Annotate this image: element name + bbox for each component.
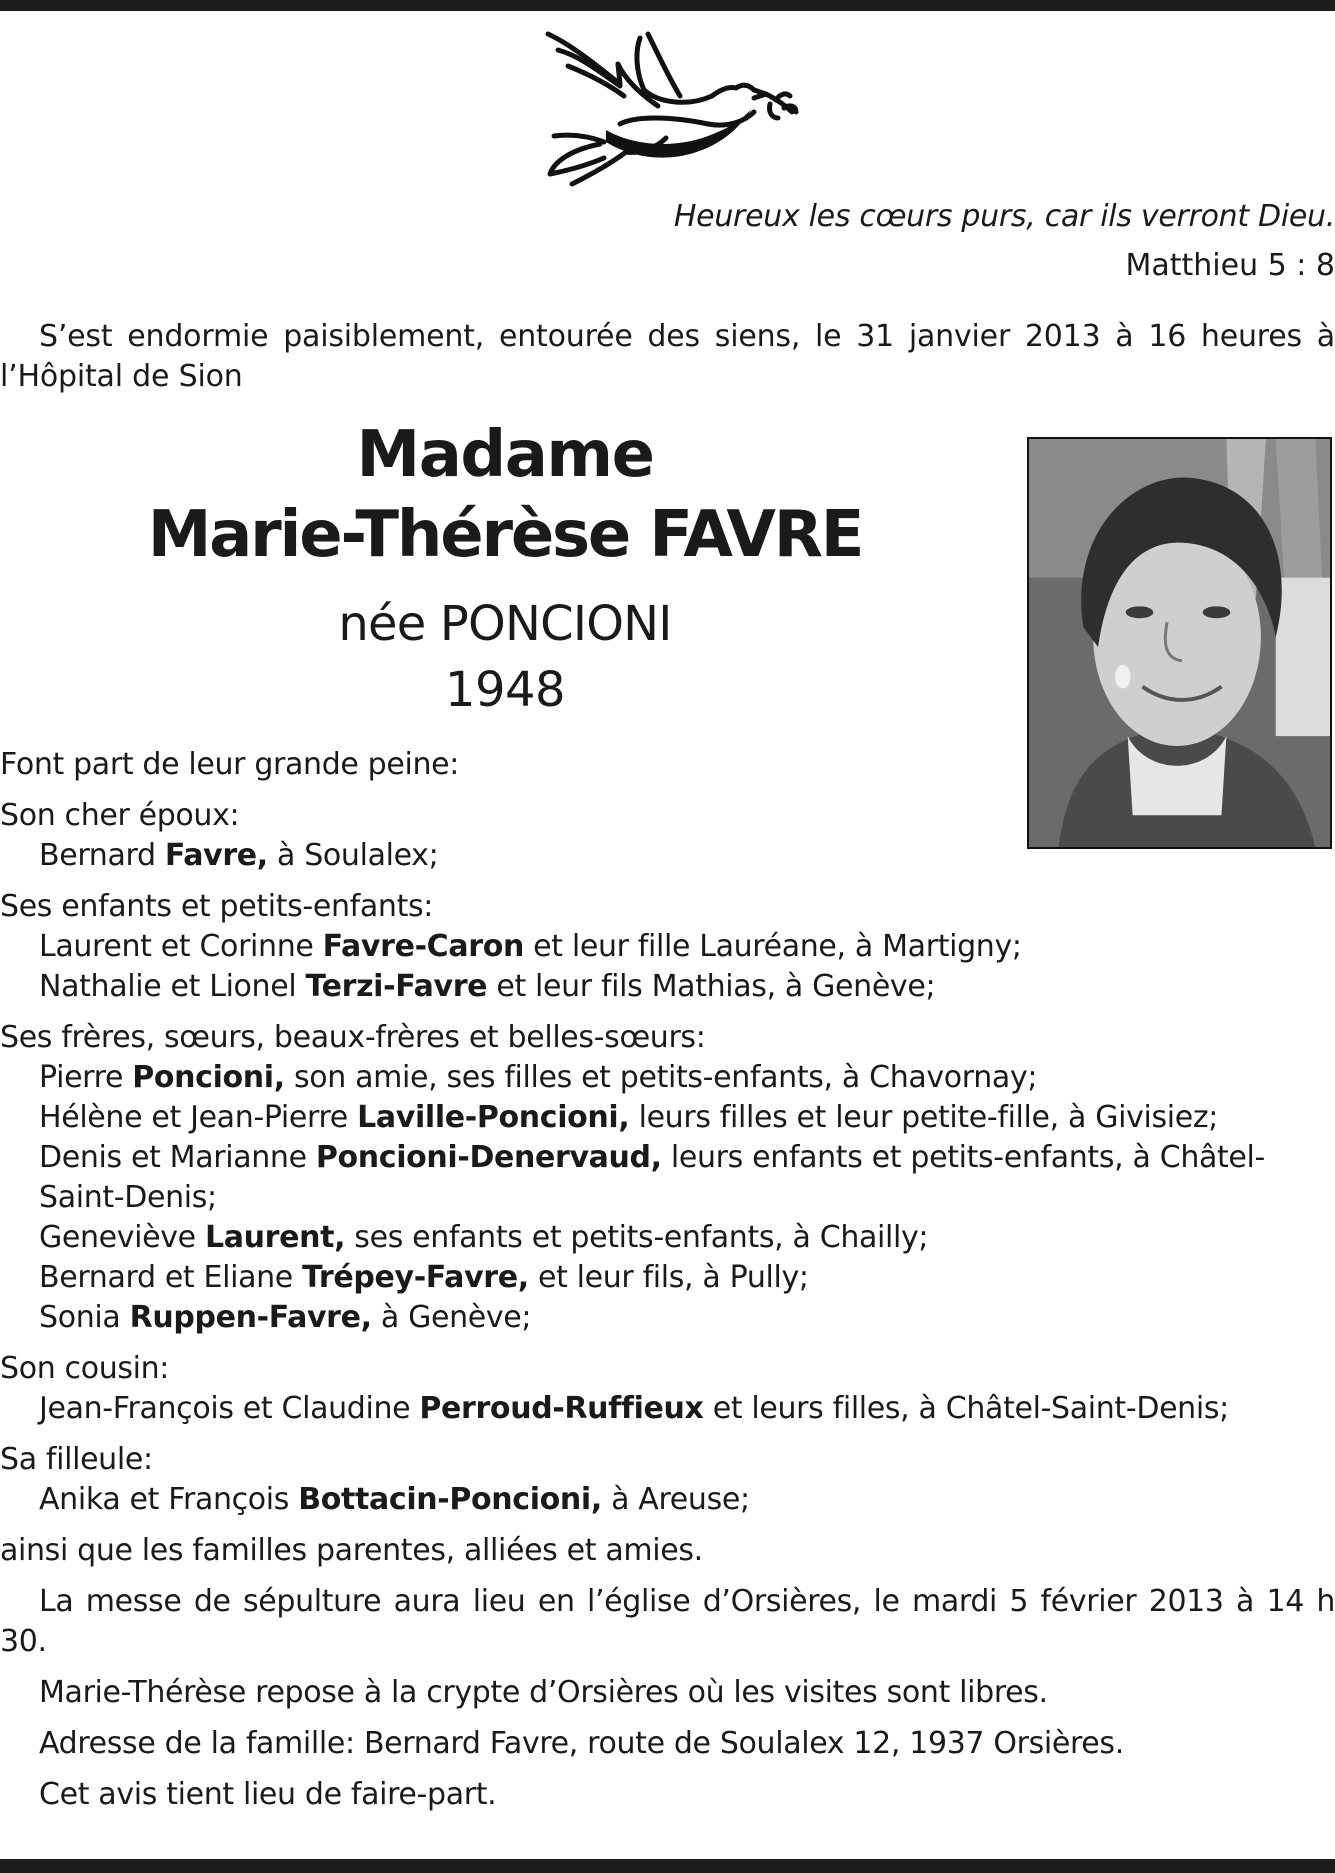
families-line: ainsi que les familles parentes, alliées et amies. [0,1533,703,1568]
group-heading: Ses enfants et petits-enfants: [0,889,434,924]
group-heading: Ses frères, sœurs, beaux-frères et belles-sœurs: [0,1020,706,1055]
relative-surname: Trépey-Favre, [302,1260,529,1295]
relative-entry [0,967,1335,1007]
relative-entry [0,836,1335,876]
group-heading: Son cher époux: [0,798,240,833]
relative-surname: Bottacin-Poncioni, [298,1482,602,1517]
relative-first-names: Geneviève [39,1220,205,1255]
family-group [0,1440,1335,1520]
relative-first-names: Nathalie et Lionel [39,969,306,1004]
relative-details: à Areuse; [601,1482,750,1517]
relative-entry [0,1258,1335,1298]
top-rule [0,0,1335,11]
relative-first-names: Laurent et Corinne [39,929,323,964]
relative-first-names: Hélène et Jean-Pierre [39,1100,358,1135]
relative-details: à Genève; [371,1300,532,1335]
intro-paragraph: S’est endormie paisiblement, entourée des siens, le 31 janvier 2013 à 16 heures à l’Hôpital de Sion [0,319,1335,394]
family-group [0,887,1335,1007]
relative-details: et leur fils Mathias, à Genève; [487,969,936,1004]
relative-surname: Favre-Caron [322,929,524,964]
closing-paragraph: Adresse de la famille: Bernard Favre, route de Soulalex 12, 1937 Orsières. [39,1726,1124,1761]
relative-surname: Favre, [164,838,268,873]
relative-entry [0,1480,1335,1520]
closing-paragraphs [0,1582,1335,1815]
closing-paragraph: Cet avis tient lieu de faire-part. [39,1777,497,1812]
relative-details: et leur fils, à Pully; [528,1260,809,1295]
announcement-line: Font part de leur grande peine: [0,747,459,782]
relative-first-names: Jean-François et Claudine [39,1391,420,1426]
notice-body [0,745,1335,1826]
deceased-name-block [0,415,1010,721]
family-group [0,796,1335,876]
relative-first-names: Pierre [39,1060,133,1095]
relative-entry [0,1098,1335,1138]
closing-paragraph: Marie-Thérèse repose à la crypte d’Orsières où les visites sont libres. [39,1675,1048,1710]
dove-with-olive-branch-icon [540,24,800,206]
relative-entry [0,1138,1335,1218]
relative-surname: Terzi-Favre [305,969,488,1004]
relative-first-names: Anika et François [39,1482,299,1517]
relative-first-names: Sonia [39,1300,130,1335]
relative-details: leurs enfants et petits-enfants, à Châtel-Saint-Denis; [39,1140,1265,1215]
relative-entry [0,1218,1335,1258]
relative-surname: Laurent, [204,1220,346,1255]
relative-entry [0,1058,1335,1098]
relative-details: et leur fille Lauréane, à Martigny; [523,929,1022,964]
relative-surname: Poncioni, [132,1060,285,1095]
birth-year: 1948 [444,662,566,718]
family-group [0,1018,1335,1338]
bible-quote: Heureux les cœurs purs, car ils verront Dieu. [673,199,1335,234]
bible-reference: Matthieu 5 : 8 [1125,248,1335,283]
relative-first-names: Bernard et Eliane [39,1260,303,1295]
maiden-name: née PONCIONI [338,596,672,652]
closing-paragraph: La messe de sépulture aura lieu en l’église d’Orsières, le mardi 5 février 2013 à 14 h 30. [0,1584,1335,1659]
relative-entry [0,927,1335,967]
group-heading: Son cousin: [0,1351,170,1386]
deceased-title: Madame [356,418,654,492]
relative-first-names: Denis et Marianne [39,1140,316,1175]
deceased-name: Marie-Thérèse FAVRE [147,498,863,572]
relative-surname: Perroud-Ruffieux [419,1391,704,1426]
relative-details: son amie, ses filles et petits-enfants, à Chavornay; [284,1060,1038,1095]
family-groups [0,796,1335,1520]
relative-details: et leurs filles, à Châtel-Saint-Denis; [703,1391,1229,1426]
bottom-rule [0,1859,1335,1873]
relative-first-names: Bernard [39,838,165,873]
relative-entry [0,1389,1335,1429]
relative-surname: Poncioni-Denervaud, [315,1140,662,1175]
family-group [0,1349,1335,1429]
group-heading: Sa filleule: [0,1442,153,1477]
relative-details: à Soulalex; [267,838,439,873]
relative-details: leurs filles et leur petite-fille, à Givisiez; [629,1100,1219,1135]
relative-surname: Laville-Poncioni, [357,1100,630,1135]
relative-surname: Ruppen-Favre, [129,1300,372,1335]
relative-entry [0,1298,1335,1338]
relative-details: ses enfants et petits-enfants, à Chailly; [345,1220,929,1255]
